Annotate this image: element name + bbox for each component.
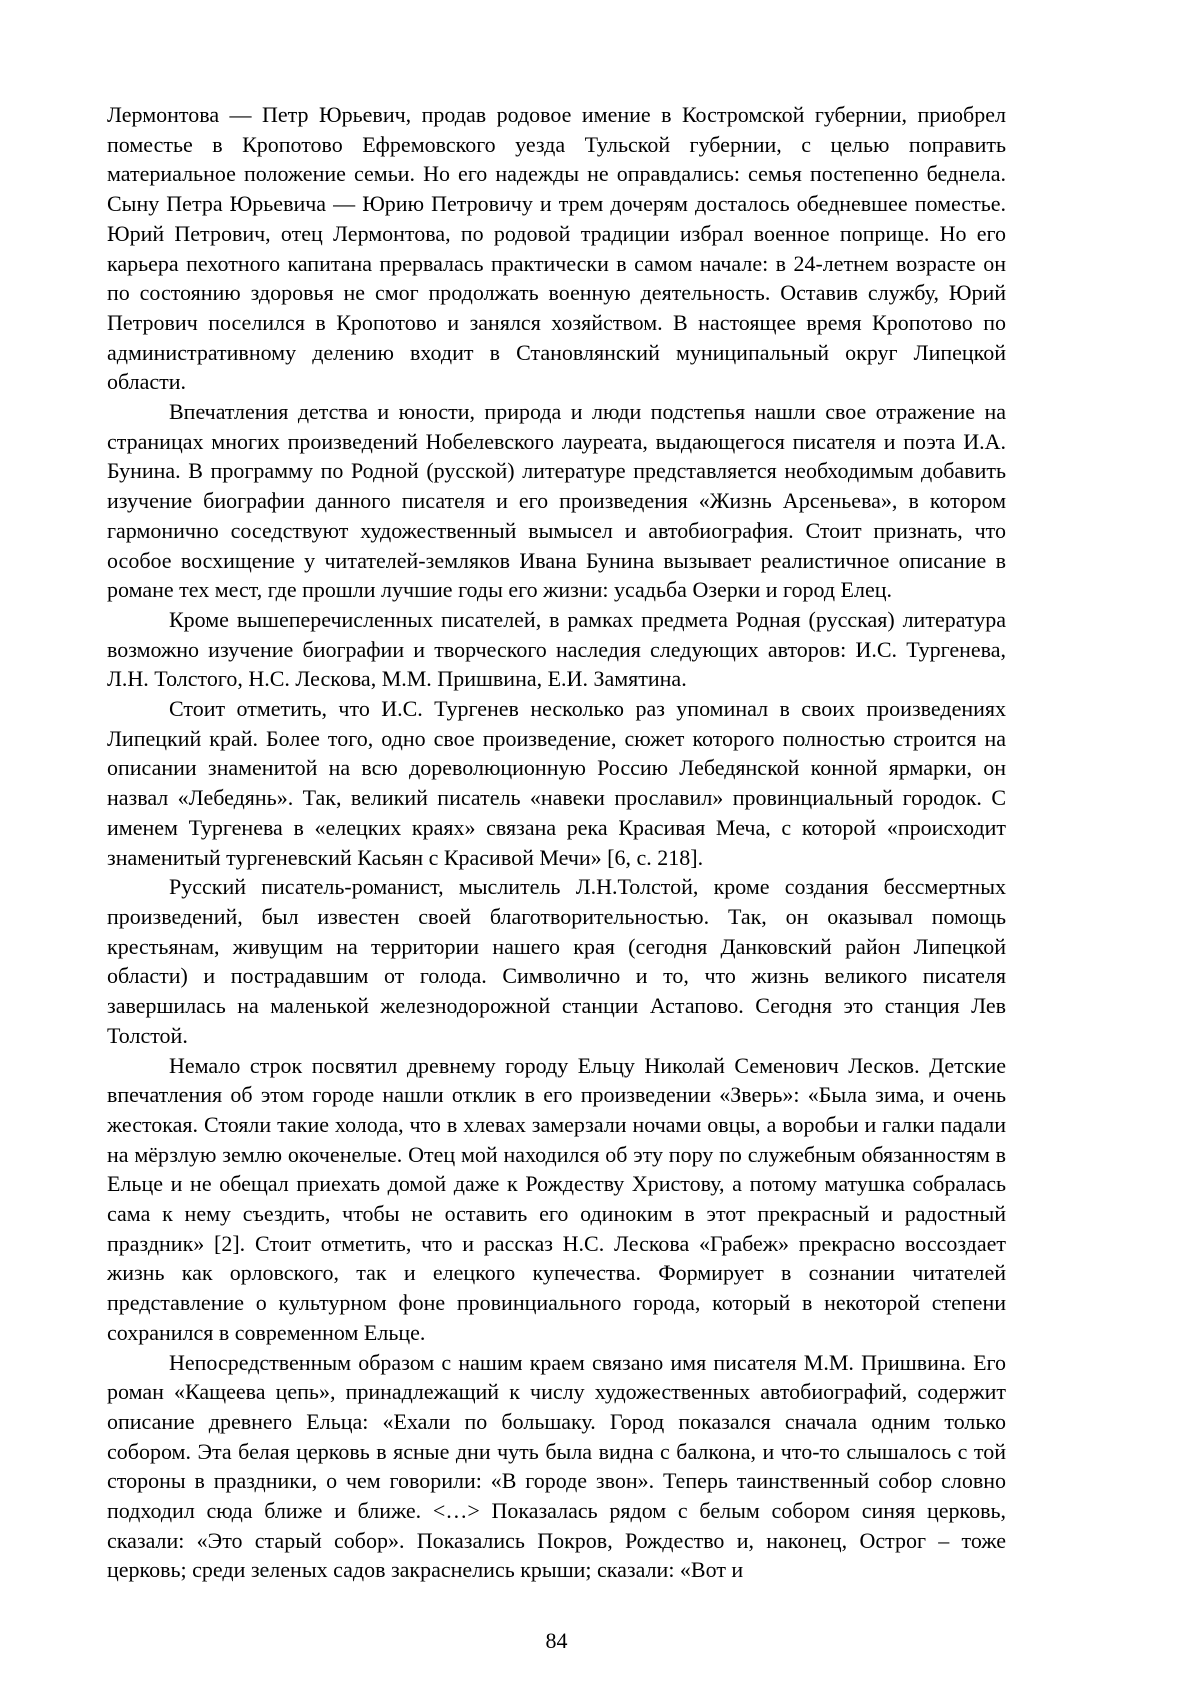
paragraph: Русский писатель-романист, мыслитель Л.Н.Толстой, кроме создания бессмертных произведений, был известен своей благотворительностью. Так, он оказывал помощь крестьянам, живущим на территории нашего края (сегодня Данковский район Липецкой области) и пострадавшим от голода. Символично и то, что жизнь великого писателя завершилась на маленькой железнодорожной станции Астапово. Сегодня это станция Лев Толстой. xyxy=(107,874,1006,1048)
paragraph: Немало строк посвятил древнему городу Ельцу Николай Семенович Лесков. Детские впечатления об этом городе нашли отклик в его произведении «Зверь»: «Была зима, и очень жестокая. Стояли такие холода, что в хлевах замерзали ночами овцы, а воробьи и галки падали на мёрзлую землю окоченелые. Отец мой находился об эту пору по служебным обязанностям в Ельце и не обещал приехать домой даже к Рождеству Христову, а потому матушка собралась сама к нему съездить, чтобы не оставить его одиноким в этот прекрасный и радостный праздник» [2]. Стоит отметить, что и рассказ Н.С. Лескова «Грабеж» прекрасно воссоздает жизнь как орловского, так и елецкого купечества. Формирует в сознании читателей представление о культурном фоне провинциального города, который в некоторой степени сохранился в современном Ельце. xyxy=(107,1052,1006,1345)
document-body xyxy=(107,100,1006,1585)
paragraph: Впечатления детства и юности, природа и люди подстепья нашли свое отражение на страницах многих произведений Нобелевского лауреата, выдающегося писателя и поэта И.А. Бунина. В программу по Родной (русской) литературе представляется необходимым добавить изучение биографии данного писателя и его произведения «Жизнь Арсеньева», в котором гармонично соседствуют художественный вымысел и автобиография. Стоит признать, что особое восхищение у читателей-земляков Ивана Бунина вызывает реалистичное описание в романе тех мест, где прошли лучшие годы его жизни: усадьба Озерки и город Елец. xyxy=(107,399,1006,603)
paragraph: Непосредственным образом с нашим краем связано имя писателя М.М. Пришвина. Его роман «Кащеева цепь», принадлежащий к числу художественных автобиографий, содержит описание древнего Ельца: «Ехали по большаку. Город показался сначала одним только собором. Эта белая церковь в ясные дни чуть была видна с балкона, и что-то слышалось с той стороны в праздники, о чем говорили: «В городе звон». Теперь таинственный собор словно подходил сюда ближе и ближе. <…> Показалась рядом с белым собором синяя церковь, сказали: «Это старый собор». Показались Покров, Рождество и, наконец, Острог – тоже церковь; среди зеленых садов закраснелись крыши; сказали: «Вот и xyxy=(107,1349,1006,1583)
paragraph: Кроме вышеперечисленных писателей, в рамках предмета Родная (русская) литература возможно изучение биографии и творческого наследия следующих авторов: И.С. Тургенева, Л.Н. Толстого, Н.С. Лескова, М.М. Пришвина, Е.И. Замятина. xyxy=(107,606,1006,692)
paragraph: Лермонтова — Петр Юрьевич, продав родовое имение в Костромской губернии, приобрел поместье в Кропотово Ефремовского уезда Тульской губернии, с целью поправить материальное положение семьи. Но его надежды не оправдались: семья постепенно беднела. Сыну Петра Юрьевича — Юрию Петровичу и трем дочерям досталось обедневшее поместье. Юрий Петрович, отец Лермонтова, по родовой традиции избрал военное поприще. Но его карьера пехотного капитана прервалась практически в самом начале: в 24-летнем возрасте он по состоянию здоровья не смог продолжать военную деятельность. Оставив службу, Юрий Петрович поселился в Кропотово и занялся хозяйством. В настоящее время Кропотово по административному делению входит в Становлянский муниципальный округ Липецкой области. xyxy=(107,102,1006,395)
paragraph: Стоит отметить, что И.С. Тургенев несколько раз упоминал в своих произведениях Липецкий край. Более того, одно свое произведение, сюжет которого полностью строится на описании знаменитой на всю дореволюционную Россию Лебедянской конной ярмарки, он назвал «Лебедянь». Так, великий писатель «навеки прославил» провинциальный городок. С именем Тургенева в «елецких краях» связана река Красивая Меча, с которой «происходит знаменитый тургеневский Касьян с Красивой Мечи» [6, с. 218]. xyxy=(107,696,1006,870)
page-number: 84 xyxy=(545,1628,568,1653)
